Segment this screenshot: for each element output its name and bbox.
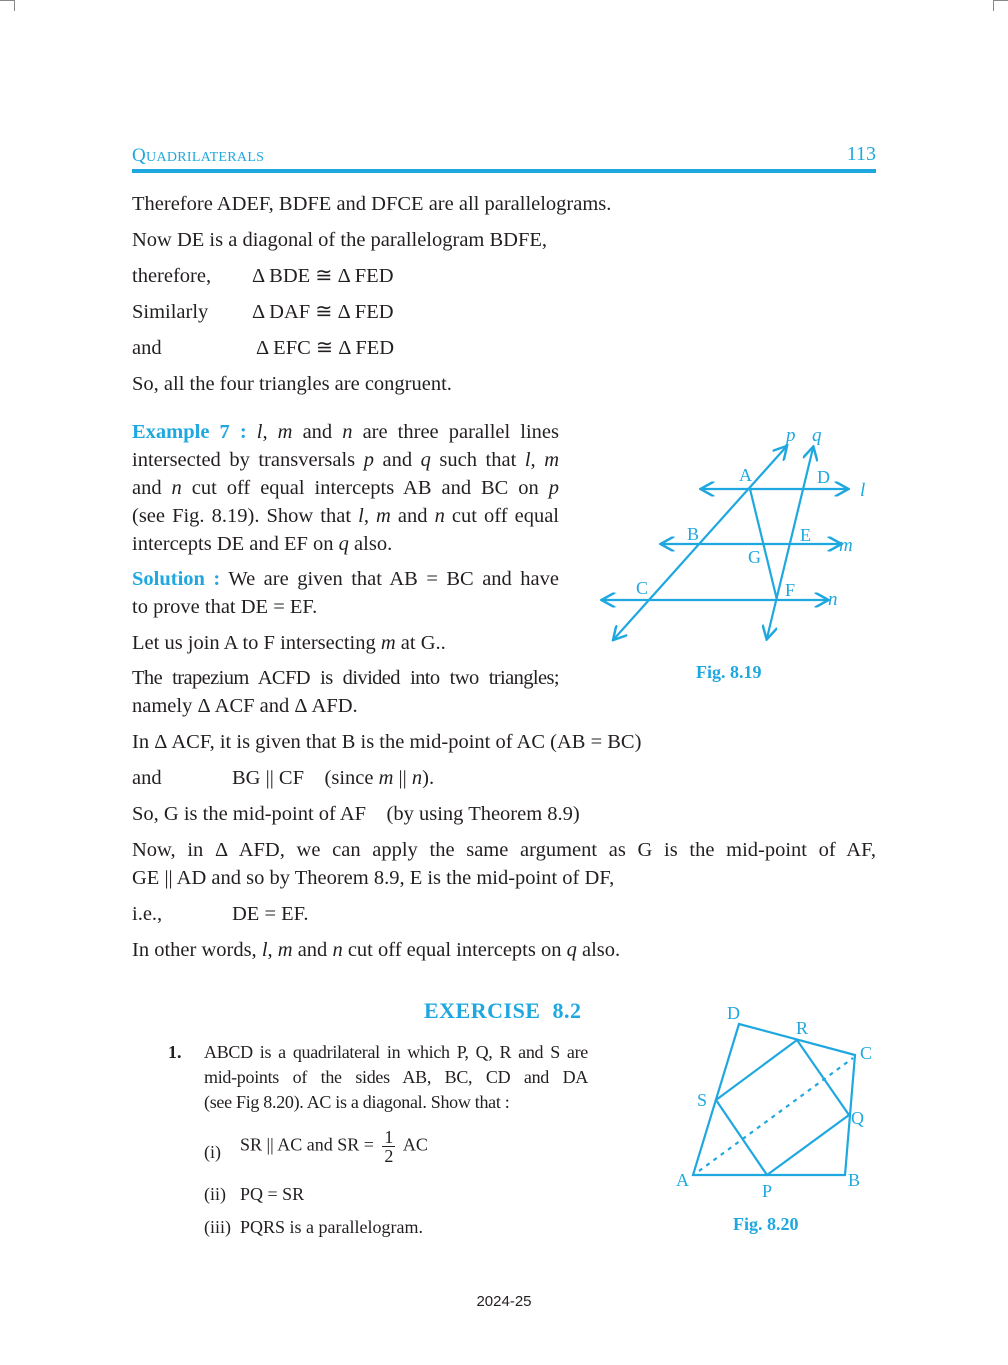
congruence-expr: Δ BDE ≅ Δ FED xyxy=(252,265,394,287)
text: cut off equal intercepts AB and BC on xyxy=(181,477,549,499)
trapezium-para xyxy=(132,664,559,720)
text: In other words, xyxy=(132,939,262,961)
text: such that xyxy=(430,449,525,471)
var-n: n xyxy=(434,505,445,527)
var-n: n xyxy=(342,421,353,443)
part-label: (i) xyxy=(204,1142,221,1162)
crop-mark-left xyxy=(0,0,15,11)
figure-8-20-caption: Fig. 8.20 xyxy=(733,1214,799,1234)
chapter-title xyxy=(132,145,264,167)
svg-text:P: P xyxy=(762,1181,773,1201)
text: and xyxy=(373,449,421,471)
example-heading: Example 7 : xyxy=(132,421,247,443)
line-label: therefore, xyxy=(132,265,212,287)
text: AC xyxy=(402,1134,428,1155)
svg-text:D: D xyxy=(727,1003,740,1023)
text-line xyxy=(132,629,446,657)
var-m: m xyxy=(378,767,394,789)
text: also. xyxy=(348,533,393,555)
header-rule xyxy=(132,169,876,173)
figure-8-19-caption: Fig. 8.19 xyxy=(696,662,762,682)
text-line xyxy=(132,764,632,792)
text: , xyxy=(267,939,278,961)
footer-year: 2024-25 xyxy=(476,1293,532,1310)
text: and xyxy=(292,421,343,443)
question-line: ABCD is a quadrilateral in which P, Q, R and S are xyxy=(204,1042,588,1062)
parallel-expr xyxy=(232,764,434,792)
var-l: l xyxy=(358,505,364,527)
example-line xyxy=(132,418,559,446)
text-line: So, G is the mid-point of AF (by using Theorem 8.9) xyxy=(132,803,580,825)
chapter-title-rest: UADRILATERALS xyxy=(146,150,265,165)
figure-8-20 xyxy=(660,990,890,1210)
text-line xyxy=(132,936,620,964)
var-m: m xyxy=(544,449,559,471)
svg-text:C: C xyxy=(860,1043,873,1063)
svg-text:R: R xyxy=(796,1018,809,1038)
chapter-title-initial: Q xyxy=(132,145,147,166)
question-text xyxy=(204,1040,588,1115)
solution-line xyxy=(132,565,559,593)
svg-text:Q: Q xyxy=(851,1108,864,1128)
text: and xyxy=(292,939,333,961)
svg-text:B: B xyxy=(848,1170,861,1190)
text: , xyxy=(262,421,278,443)
var-m: m xyxy=(277,939,293,961)
line-label: and xyxy=(132,337,162,359)
text: || xyxy=(393,767,412,789)
text: BG || CF (since xyxy=(232,767,379,789)
question-number: 1. xyxy=(168,1042,182,1062)
text: (see Fig. 8.19). Show that xyxy=(132,505,359,527)
part-label: (iii) xyxy=(204,1217,231,1237)
text: also. xyxy=(576,939,621,961)
part-label: (ii) xyxy=(204,1184,226,1204)
text-line: So, all the four triangles are congruent. xyxy=(132,373,452,395)
crop-mark-right xyxy=(993,0,1008,11)
part-text: PQ = SR xyxy=(240,1184,305,1204)
svg-text:p: p xyxy=(786,425,796,446)
var-n: n xyxy=(332,939,343,961)
text-line: Now, in Δ AFD, we can apply the same argument as G is the mid-point of AF, xyxy=(132,839,876,861)
var-q: q xyxy=(566,939,577,961)
svg-text:G: G xyxy=(748,547,761,567)
equation: DE = EF. xyxy=(232,903,309,925)
congruence-line xyxy=(132,262,532,290)
text: at G.. xyxy=(395,632,446,654)
running-header xyxy=(132,143,876,173)
line-label: Similarly xyxy=(132,301,209,323)
line-label: i.e., xyxy=(132,903,163,925)
example-7 xyxy=(132,418,559,558)
svg-text:m: m xyxy=(839,535,853,556)
svg-text:C: C xyxy=(636,578,649,598)
svg-text:F: F xyxy=(785,580,796,600)
text: intercepts DE and EF on xyxy=(132,533,339,555)
congruence-expr: Δ DAF ≅ Δ FED xyxy=(252,301,394,323)
part-text: PQRS is a parallelogram. xyxy=(240,1217,423,1237)
example-line xyxy=(132,530,559,558)
var-l: l xyxy=(261,939,268,961)
text: We are given that AB = BC and have xyxy=(220,568,560,590)
fraction-one-half xyxy=(382,1128,395,1165)
var-m: m xyxy=(277,421,293,443)
exercise-title: EXERCISE 8.2 xyxy=(424,998,582,1023)
text: SR || AC and SR = xyxy=(240,1134,374,1155)
congruence-line xyxy=(132,334,532,362)
text: cut off equal xyxy=(444,505,560,527)
solution-line: to prove that DE = EF. xyxy=(132,596,318,618)
var-l: l xyxy=(256,421,263,443)
svg-text:S: S xyxy=(697,1090,708,1110)
text: Let us join A to F intersecting xyxy=(132,632,381,654)
text: are three parallel lines xyxy=(352,421,559,443)
var-m: m xyxy=(376,505,391,527)
question-line: (see Fig 8.20). AC is a diagonal. Show that : xyxy=(204,1092,510,1112)
var-p: p xyxy=(363,449,374,471)
svg-text:n: n xyxy=(828,589,838,610)
text-line: In Δ ACF, it is given that B is the mid-point of AC (AB = BC) xyxy=(132,731,642,753)
example-line xyxy=(132,502,559,530)
text: , xyxy=(363,505,377,527)
solution-intro xyxy=(132,565,559,621)
svg-text:A: A xyxy=(676,1170,689,1190)
svg-text:A: A xyxy=(739,465,752,485)
svg-text:l: l xyxy=(860,480,866,501)
example-line xyxy=(132,474,559,502)
svg-text:E: E xyxy=(800,525,811,545)
text: and xyxy=(390,505,435,527)
text-line: GE || AD and so by Theorem 8.9, E is the mid-point of DF, xyxy=(132,867,615,889)
var-p: p xyxy=(548,477,559,499)
now-para xyxy=(132,836,876,892)
var-n: n xyxy=(171,477,182,499)
congruence-expr: Δ EFC ≅ Δ FED xyxy=(256,337,395,359)
text: ). xyxy=(422,767,435,789)
text: , xyxy=(530,449,545,471)
line-label: and xyxy=(132,767,162,789)
page-number: 113 xyxy=(846,143,876,165)
var-l: l xyxy=(524,449,531,471)
svg-text:q: q xyxy=(812,425,822,446)
text: and xyxy=(132,477,172,499)
var-q: q xyxy=(420,449,431,471)
solution-heading: Solution : xyxy=(132,568,221,590)
var-n: n xyxy=(411,767,423,789)
text: cut off equal intercepts on xyxy=(342,939,567,961)
part-text xyxy=(240,1128,428,1165)
text: intersected by transversals xyxy=(132,449,364,471)
fraction-numerator: 1 xyxy=(384,1127,394,1147)
congruence-line xyxy=(132,298,532,326)
example-line xyxy=(132,446,559,474)
figure-8-19 xyxy=(590,410,890,670)
question-line: mid-points of the sides AB, BC, CD and DA xyxy=(204,1067,588,1087)
text-line: The trapezium ACFD is divided into two triangles; xyxy=(132,667,559,689)
text-line xyxy=(132,900,532,928)
fraction-denominator: 2 xyxy=(384,1146,394,1166)
var-m: m xyxy=(380,632,396,654)
var-q: q xyxy=(338,533,349,555)
svg-text:D: D xyxy=(817,467,830,487)
text-line: Now DE is a diagonal of the parallelogram BDFE, xyxy=(132,229,548,251)
text-line: Therefore ADEF, BDFE and DFCE are all parallelograms. xyxy=(132,193,612,215)
text-line: namely Δ ACF and Δ AFD. xyxy=(132,695,358,717)
svg-text:B: B xyxy=(687,524,700,544)
